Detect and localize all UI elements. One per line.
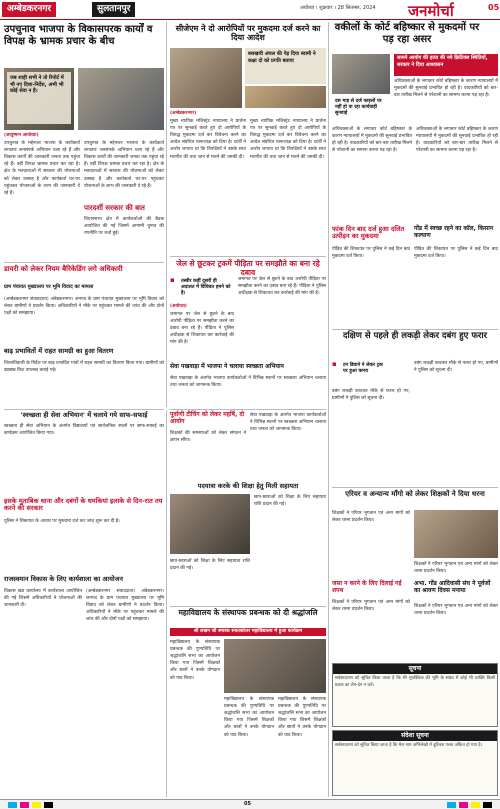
article-body: जमानत पर जेल से छूटने के बाद आरोपी पीड़िता पर समझौता करने का दबाव बना रहे हैं। पीड़िता ने पुलिस अधीक्षक से शिकायत कर कार्रवाई की मांग की है। bbox=[170, 312, 234, 346]
right-headline-7: अभा. गोंड आदिवासी संघ ने पूर्वजों का श्रावण दिवस मनाया bbox=[414, 580, 491, 594]
pull-quote: जब शाही सभी ने तो रिपोर्ट में भी नए दिशा-निर्देश, अभी भी कोई सेवा न है। bbox=[7, 72, 71, 124]
article-body: शिक्षकों ने एरियर भुगतान एवं अन्य मांगों को लेकर धरना प्रदर्शन किया। bbox=[332, 600, 410, 613]
article-body: मुख्य न्यायिक मजिस्ट्रेट न्यायालय ने प्रार्थना पत्र पर सुनवाई करते हुए दो आरोपियों के विरुद्ध मुकदमा दर्ज कर विवेचना करने का आदेश संबंधित थानाध्यक्ष को दिया है। प्रार्थी ने आरोप लगाया था कि विपक्षियों ने उसके साथ मारपीट की तथा जान से मारने की धमकी दी। bbox=[170, 119, 246, 160]
article-body: अधिवक्ताओं के लगातार कोर्ट बहिष्कार के कारण न्यायालयों में मुकदमों की सुनवाई प्रभावित हो रही है। वादकारियों को बार-बार तारीख मिलने से परेशानी का सामना करना पड़ रहा है। bbox=[416, 127, 498, 154]
article-body: स्वच्छता ही सेवा अभियान के अंतर्गत विद्यालयों एवं सार्वजनिक स्थलों पर साफ-सफाई का कार्यक्रम आयोजित किया गया। bbox=[4, 424, 164, 437]
article-body: जमानत पर जेल से छूटने के बाद आरोपी पीड़िता पर समझौता करने का दबाव बना रहे हैं। पीड़िता ने पुलिस अधीक्षक से शिकायत कर कार्रवाई की मांग की है। bbox=[238, 277, 326, 297]
article-body: मुख्य न्यायिक मजिस्ट्रेट न्यायालय ने प्रार्थना पत्र पर सुनवाई करते हुए दो आरोपियों के विरुद्ध मुकदमा दर्ज कर विवेचना करने का आदेश संबंधित थानाध्यक्ष को दिया है। प्रार्थी ने आरोप लगाया था कि विपक्षियों ने उसके साथ मारपीट की तथा जान से मारने की धमकी दी। bbox=[250, 119, 326, 160]
registration-mark-black bbox=[483, 802, 492, 808]
news-photo bbox=[170, 494, 250, 554]
article-body: अधिवक्ताओं के लगातार कोर्ट बहिष्कार के कारण न्यायालयों में मुकदमों की सुनवाई प्रभावित हो रही है। वादकारियों को बार-बार तारीख मिलने से परेशानी का सामना करना पड़ रहा है। bbox=[394, 79, 498, 99]
registration-mark-cyan bbox=[447, 802, 456, 808]
mid-row2-headline-3: पदयात्रा करके की शिक्षा हेतु मिली सहायता bbox=[197, 482, 299, 490]
byline: (आयुष्मान आयोध्या) bbox=[4, 133, 39, 138]
news-photo bbox=[4, 68, 74, 130]
article-body: पुलिस ने शिकायत के आधार पर मुकदमा दर्ज कर जांच शुरू कर दी है। bbox=[4, 519, 120, 524]
article-body: शिक्षकों की समस्याओं को लेकर संगठन ने ज्ञापन सौंपा। bbox=[170, 431, 246, 444]
article-body: महाविद्यालय के संस्थापक प्रबन्धक की पुण्यतिथि पर श्रद्धांजलि सभा का आयोजन किया गया जिसमें शिक्षकों और छात्रों ने उनके योगदान को याद किया। bbox=[224, 697, 274, 738]
section-divider bbox=[332, 487, 498, 488]
article-subhead: पारदर्शी सरकार की बात bbox=[84, 204, 145, 212]
right-headline-6: जसा न करने के लिए दिलाई गई शपथ bbox=[332, 580, 402, 594]
section-divider bbox=[170, 409, 326, 410]
section-divider bbox=[170, 606, 326, 607]
column-divider bbox=[328, 22, 329, 797]
public-notice bbox=[332, 663, 498, 727]
page-number: 05 bbox=[488, 3, 500, 12]
section-divider bbox=[4, 262, 164, 263]
article-body: उपचुनाव के मद्देनजर भाजपा के कार्यकर्ता लगातार जनसंपर्क अभियान चला रहे हैं और विकास कार्यों की जानकारी जनता तक पहुंचा रहे हैं। वहीं विपक्ष भ्रामक प्रचार कर रहा है। क्षेत्र के मतदाताओं में सरकार की योजनाओं को लेकर उत्साह है और कार्यकर्ता घर-घर पहुंचकर योजनाओं के लाभ की जानकारी दे रहे हैं। bbox=[84, 141, 164, 189]
news-photo bbox=[332, 54, 390, 94]
mid-top-headline: सीजेएम ने दो आरोपियों पर मुकदमा दर्ज करने का दिया आदेश bbox=[175, 24, 321, 43]
article-body: दबंग लकड़ी काटकर मौके से फरार हो गए, ग्रामीणों ने पुलिस को सूचना दी। bbox=[332, 389, 410, 402]
bullet-icon: ▪ bbox=[332, 360, 337, 368]
article-body: छात्र-छात्राओं को शिक्षा के लिए सहायता राशि प्रदान की गई। bbox=[254, 495, 326, 508]
left-story-headline-4: इसके मुताबिक थाना और दबंगों के धमकियां इलाके से दिन-रात तय करने की सरकार bbox=[4, 497, 163, 513]
right-headline-2: फांक दिन बाद दर्ज हुआ दलित उत्पीड़न का मुकदमा bbox=[332, 225, 405, 241]
registration-mark-black bbox=[44, 802, 53, 808]
pull-quote: तस्वीर कहीं दूसरी ही अदालत में विधिवत हमने को है। bbox=[178, 276, 234, 302]
article-body: विधानसभा क्षेत्र में कार्यकर्ताओं की बैठक आयोजित की गई जिसमें आगामी चुनाव की रणनीति पर चर्चा हुई। bbox=[84, 217, 164, 237]
byline: (अम्बेडकरनगर) bbox=[170, 111, 197, 116]
mid-row2-headline: जेल से छूटकर ट्रकमें पीड़िता पर समझौते का बना रहे दबाव bbox=[176, 259, 320, 277]
article-body: शिक्षकों ने एरियर भुगतान एवं अन्य मांगों को लेकर धरना प्रदर्शन किया। bbox=[414, 604, 498, 617]
article-body: महाविद्यालय के संस्थापक प्रबन्धक की पुण्यतिथि पर श्रद्धांजलि सभा का आयोजन किया गया जिसमें शिक्षकों और छात्रों ने उनके योगदान को याद किया। bbox=[278, 697, 326, 738]
column-divider bbox=[166, 22, 167, 407]
mid-bottom-headline: महाविद्यालय के संस्थापक प्रबन्धक को दी श्रद्धांजलि bbox=[178, 608, 318, 617]
article-body: उपचुनाव के मद्देनजर भाजपा के कार्यकर्ता लगातार जनसंपर्क अभियान चला रहे हैं और विकास कार्यों की जानकारी जनता तक पहुंचा रहे हैं। वहीं विपक्ष भ्रामक प्रचार कर रहा है। क्षेत्र के मतदाताओं में सरकार की योजनाओं को लेकर उत्साह है और कार्यकर्ता घर-घर पहुंचकर योजनाओं के लाभ की जानकारी दे रहे हैं। bbox=[4, 141, 80, 196]
subsection-label: सुलतानपुर bbox=[92, 2, 135, 17]
left-story-headline-5: राजस्वमान विकास के लिए कार्यशाला का आयोजन bbox=[4, 575, 123, 583]
mid-row2-subhead: सेवा पखवाड़ा में भाजपा ने चलाया स्वच्छता अभियान bbox=[170, 363, 284, 370]
news-photo bbox=[170, 48, 242, 108]
page-footer bbox=[0, 799, 500, 809]
top-left-headline: उपचुनाव भाजपा के विकासपरक कार्यों व विपक्ष के भ्रामक प्रचार के बीच bbox=[4, 24, 153, 47]
column-divider bbox=[166, 410, 167, 797]
article-body: महाविद्यालय के संस्थापक प्रबन्धक की पुण्यतिथि पर श्रद्धांजलि सभा का आयोजन किया गया जिसमें शिक्षकों और छात्रों ने उनके योगदान को याद किया। bbox=[170, 640, 220, 681]
article-body: छात्र-छात्राओं को शिक्षा के लिए सहायता राशि प्रदान की गई। bbox=[170, 559, 250, 572]
article-body: सेवा पखवाड़ा के अंतर्गत भाजपा कार्यकर्ताओं ने विभिन्न स्थानों पर स्वच्छता अभियान चलाया तथा जनता को जागरूक किया। bbox=[250, 413, 326, 433]
bullet-icon: ▪ bbox=[170, 276, 175, 284]
registration-mark-magenta bbox=[20, 802, 29, 808]
left-story-subheadline: ग्राम पंचायत मुख्यालय पर भूमि विवाद का मामला bbox=[4, 284, 94, 290]
registration-mark-yellow bbox=[32, 802, 41, 808]
article-body: (अम्बेडकरनगर संवाददाता) अंबेडकरनगर। जनपद के ग्राम पंचायत मुख्यालय पर भूमि विवाद को लेकर ग्रामीणों ने प्रदर्शन किया। अधिकारियों ने मौके पर पहुंचकर मामले की जांच की और दोनों पक्षों को समझाया। bbox=[86, 589, 164, 623]
pull-quote: दस माह से दर्ज फाइलों पर नहीं हो पा रहा कार्यवाही सुनवाई bbox=[332, 96, 390, 122]
news-photo bbox=[245, 86, 326, 108]
pull-quote: टन डिवाने ने लेकर ट्रक पर हुआ कमरा bbox=[340, 360, 392, 384]
notice-body: सर्वसाधारण को सूचित किया जाता है कि मेरा नाम अभिलेखों में त्रुटिवश गलत अंकित हो गया है। bbox=[335, 743, 483, 749]
masthead bbox=[0, 0, 500, 20]
newspaper-logo: जनमोर्चा bbox=[408, 2, 454, 20]
news-photo bbox=[414, 510, 498, 558]
article-body: अधिवक्ताओं के लगातार कोर्ट बहिष्कार के कारण न्यायालयों में मुकदमों की सुनवाई प्रभावित हो रही है। वादकारियों को बार-बार तारीख मिलने से परेशानी का सामना करना पड़ रहा है। bbox=[332, 127, 412, 154]
section-divider bbox=[332, 329, 498, 330]
article-body: पीड़ित की शिकायत पर पुलिस ने कई दिन बाद मुकदमा दर्ज किया। bbox=[414, 247, 498, 260]
notice-body: सर्वसाधारण को सूचित किया जाता है कि मेरे मुवक्किल की भूमि के संबंध में कोई भी व्यक्ति किसी प्रकार का लेन-देन न करें। bbox=[335, 676, 495, 688]
mid-row2-headline-2: पूर्वाणी टीचिंग को लेकर महर्षि, दो आयोग bbox=[170, 411, 245, 425]
registration-mark-magenta bbox=[459, 802, 468, 808]
registration-mark-yellow bbox=[471, 802, 480, 808]
footer-page-number: 05 bbox=[244, 801, 251, 807]
section-label: अम्बेडकरनगर bbox=[2, 2, 56, 17]
right-top-subheadline: सामने आयोग की हत्या की नये क्रिटिक्स स्थितियों, सरकार ने दिया आश्वासन bbox=[394, 54, 498, 76]
pull-quote: बसखारी अंचल की पेड़ दिया स्वामी ने कक्षा दो को प्रगति बताया bbox=[245, 48, 326, 84]
article-body: पीड़ित की शिकायत पर पुलिस ने कई दिन बाद मुकदमा दर्ज किया। bbox=[332, 247, 410, 260]
right-top-headline: वकीलों के कोर्ट बहिष्कार से मुकदमों पर पड़ रहा असर bbox=[334, 22, 480, 45]
article-body: जिलाधिकारी के निर्देश पर बाढ़ प्रभावित गांवों में राहत सामग्री का वितरण किया गया। ग्रामीणों को खाद्यान्न किट उपलब्ध कराई गई। bbox=[4, 361, 164, 374]
left-story-headline-3: 'स्वच्छता ही सेवा अभियान' में चलाये गये साफ-सफाई bbox=[20, 411, 148, 419]
byline: (अयोध्या) bbox=[170, 304, 187, 309]
issue-date: अयोध्या । शुक्रवार । 28 सितम्बर, 2024 bbox=[300, 5, 376, 11]
article-body: विकास खंड कार्यालय में कार्यशाला आयोजित की गई जिसमें अधिकारियों ने योजनाओं की जानकारी दी। bbox=[4, 589, 82, 609]
article-body: शिक्षकों ने एरियर भुगतान एवं अन्य मांगों को लेकर धरना प्रदर्शन किया। bbox=[414, 562, 498, 575]
article-body: शिक्षकों ने एरियर भुगतान एवं अन्य मांगों को लेकर धरना प्रदर्शन किया। bbox=[332, 511, 410, 524]
section-divider bbox=[170, 256, 326, 257]
article-body: (अम्बेडकरनगर संवाददाता) अंबेडकरनगर। जनपद के ग्राम पंचायत मुख्यालय पर भूमि विवाद को लेकर ग्रामीणों ने प्रदर्शन किया। अधिकारियों ने मौके पर पहुंचकर मामले की जांच की और दोनों पक्षों को समझाया। bbox=[4, 297, 164, 317]
article-body: दबंग लकड़ी काटकर मौके से फरार हो गए, ग्रामीणों ने पुलिस को सूचना दी। bbox=[414, 361, 498, 374]
news-photo bbox=[78, 68, 164, 130]
section-divider bbox=[4, 409, 164, 410]
right-headline-3: गोंड में स्वच्छ रहने का कॉल, किसान कल्याण bbox=[414, 225, 494, 239]
left-story-headline: डायरी को लेकर नियम बैरिकेडिंग लगे अधिकारी bbox=[4, 265, 123, 273]
right-headline-5: एरियर व अन्यान्य माँगो को लेकर शिक्षकों ने दिया धरना bbox=[345, 490, 485, 498]
left-story-headline-2: बाढ़ प्रभावितों में राहत सामग्री का हुआ वितरण bbox=[4, 347, 114, 355]
registration-mark-cyan bbox=[8, 802, 17, 808]
news-photo bbox=[224, 639, 326, 693]
notice-title: संदेशा सूचना bbox=[333, 731, 497, 741]
article-body: सेवा पखवाड़ा के अंतर्गत भाजपा कार्यकर्ताओं ने विभिन्न स्थानों पर स्वच्छता अभियान चलाया तथा जनता को जागरूक किया। bbox=[170, 376, 326, 389]
public-notice bbox=[332, 730, 498, 796]
right-headline-4: दक्षिण से पहले ही लकड़ी लेकर दबंग हुए फरार bbox=[342, 331, 488, 341]
mid-bottom-subheadline: श्री लखन जी स्मारक स्नातकोत्तर महाविद्यालय में हुआ कार्यक्रम bbox=[170, 628, 326, 636]
notice-title: सूचना bbox=[333, 664, 497, 674]
